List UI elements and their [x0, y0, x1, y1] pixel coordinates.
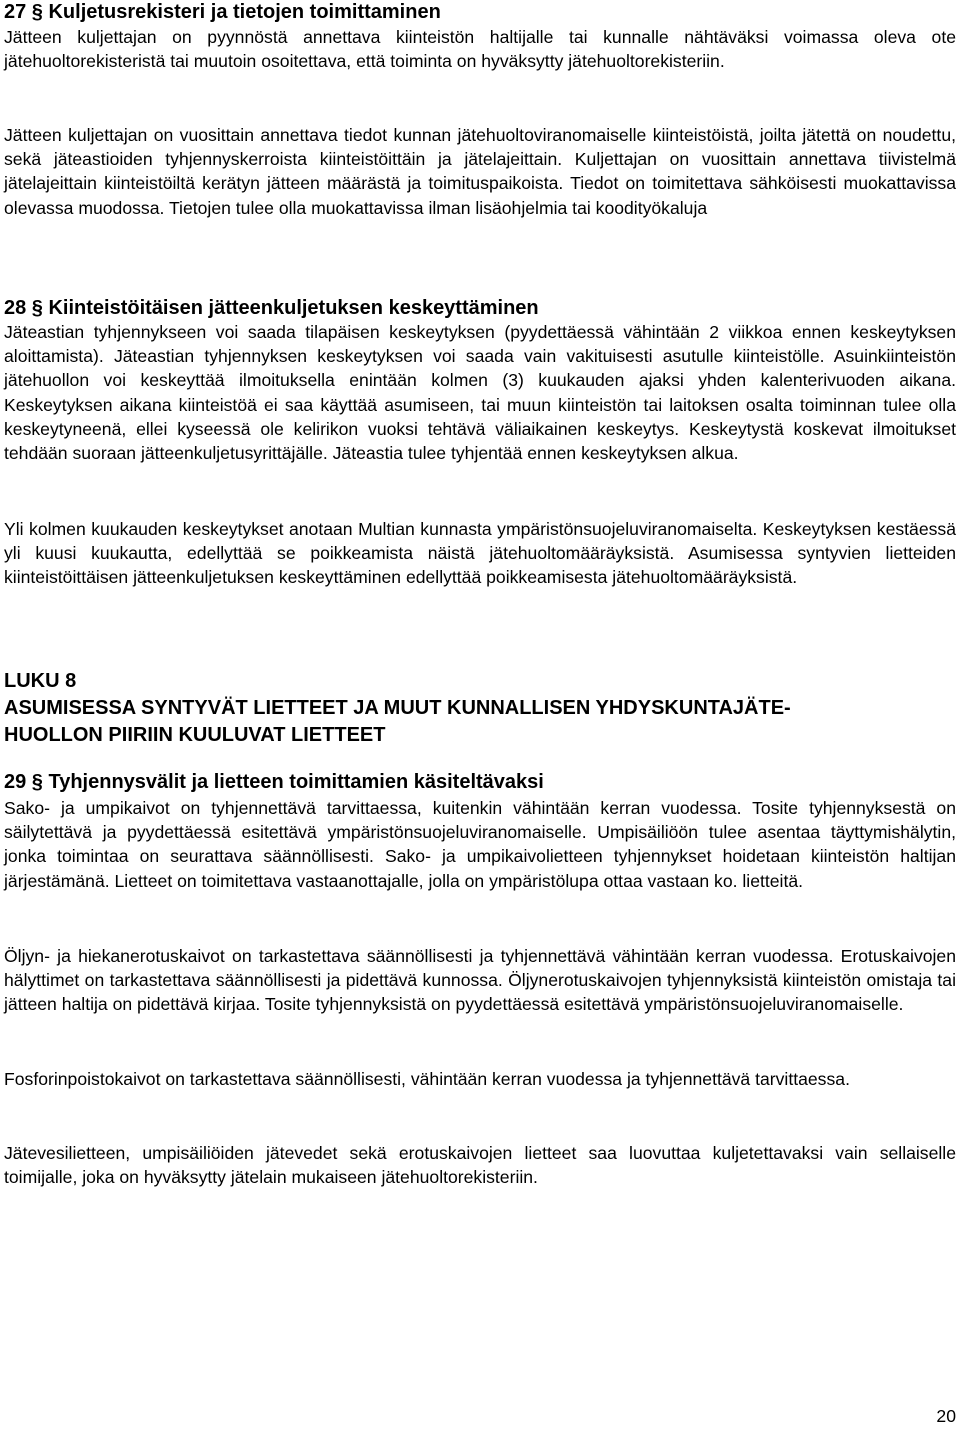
chapter-title-line-2: HUOLLON PIIRIIN KUULUVAT LIETTEET: [4, 724, 386, 746]
page-number: 20: [936, 1406, 956, 1426]
section-28-paragraph-1: Jäteastian tyhjennykseen voi saada tilapäisen keskeytyksen (pyydettäessä vähintään 2 viikkoa ennen keskeytyksen aloittamista). Jäteastian tyhjennyksen keskeytyksen voi saada vain vakituisesti asutulle kiinteistölle. Asuinkiinteistön jätehuollon voi keskeyttää ilmoituksella enintään kolmen (3) kuukauden ajaksi yhden kalenterivuoden aikana. Keskeytyksen aikana kiinteistöä ei saa käyttää asumiseen, tai muun kiinteistön tai laitoksen osalta toiminnan tulee olla keskeytyneenä, ellei kyseessä ole kelirikon vuoksi tehtävä väliaikainen keskeytys. Keskeytystä koskevat ilmoitukset tehdään suoraan jätteenkuljetusyrittäjälle. Jäteastia tulee tyhjentää ennen keskeytyksen alkua.: [4, 322, 956, 464]
section-27-paragraph-1: Jätteen kuljettajan on pyynnöstä annettava kiinteistön haltijalle tai kunnalle nähtäväksi voimassa oleva ote jätehuoltorekisteristä tai muutoin osoitettava, että toiminta on hyväksytty jätehuoltorekisteriin.: [4, 27, 956, 72]
section-29-paragraph-3: Fosforinpoistokaivot on tarkastettava säännöllisesti, vähintään kerran vuodessa ja tyhjennettävä tarvittaessa.: [4, 1069, 850, 1089]
section-28-heading: 28 § Kiinteistöitäisen jätteenkuljetuksen keskeyttäminen: [4, 297, 539, 319]
chapter-title-line-1: ASUMISESSA SYNTYVÄT LIETTEET JA MUUT KUNNALLISEN YHDYSKUNTAJÄTE-: [4, 697, 791, 719]
section-28-paragraph-2: Yli kolmen kuukauden keskeytykset anotaan Multian kunnasta ympäristönsuojeluviranomaiselta. Keskeytyksen kestäessä yli kuusi kuukautta, edellyttää se poikkeamista näistä jätehuoltomääräyksistä. Asumisessa syntyvien lietteiden kiinteistöittäisen jätteenkuljetuksen keskeyttäminen edellyttää poikkeamisesta jätehuoltomääräyksistä.: [4, 519, 956, 588]
chapter-8-title: [4, 668, 956, 749]
section-29-paragraph-2: Öljyn- ja hiekanerotuskaivot on tarkastettava säännöllisesti ja tyhjennettävä vähintään kerran vuodessa. Erotuskaivojen hälyttimet on tarkastettava säännöllisesti ja pidettävä kunnossa. Öljynerotuskaivojen tyhjennyksistä kiinteistön omistaja tai jätteen haltija on pidettävä kirjaa. Tosite tyhjennyksistä on pyydettäessä esitettävä ympäristönsuojeluviranomaiselle.: [4, 946, 956, 1015]
section-27-paragraph-2: Jätteen kuljettajan on vuosittain annettava tiedot kunnan jätehuoltoviranomaiselle kiinteistöistä, joilta jätettä on noudettu, sekä jäteastioiden tyhjennyskerroista kiinteistöittäin ja jätelajeittain. Kuljettajan on vuosittain annettava tiivistelmä jätelajeittain kiinteistöiltä kerätyn jätteen määrästä ja toimituspaikoista. Tiedot on toimitettava sähköisesti muokattavissa olevassa muodossa. Tietojen tulee olla muokattavissa ilman lisäohjelmia tai koodityökaluja: [4, 125, 956, 218]
section-29-heading: 29 § Tyhjennysvälit ja lietteen toimittamien käsiteltävaksi: [4, 771, 544, 793]
section-29-paragraph-1: Sako- ja umpikaivot on tyhjennettävä tarvittaessa, kuitenkin vähintään kerran vuodessa. Tosite tyhjennyksestä on säilytettävä ja pyydettäessä esitettävä ympäristönsuojeluviranomaiselle. Umpisäiliöön tulee asentaa täyttymishälytin, jonka toimintaa on seurattava säännöllisesti. Sako- ja umpikaivolietteen tyhjennykset hoidetaan kiinteistön haltijan järjestämänä. Lietteet on toimitettava vastaanottajalle, jolla on ympäristölupa ottaa vastaan ko. lietteitä.: [4, 798, 956, 891]
section-27-heading: 27 § Kuljetusrekisteri ja tietojen toimittaminen: [4, 1, 441, 23]
section-29-paragraph-4: Jätevesilietteen, umpisäiliöiden jätevedet sekä erotuskaivojen lietteet saa luovuttaa kuljetettavaksi vain sellaiselle toimijalle, joka on hyväksytty jätelain mukaiseen jätehuoltorekisteriin.: [4, 1143, 956, 1188]
chapter-number: LUKU 8: [4, 670, 77, 692]
